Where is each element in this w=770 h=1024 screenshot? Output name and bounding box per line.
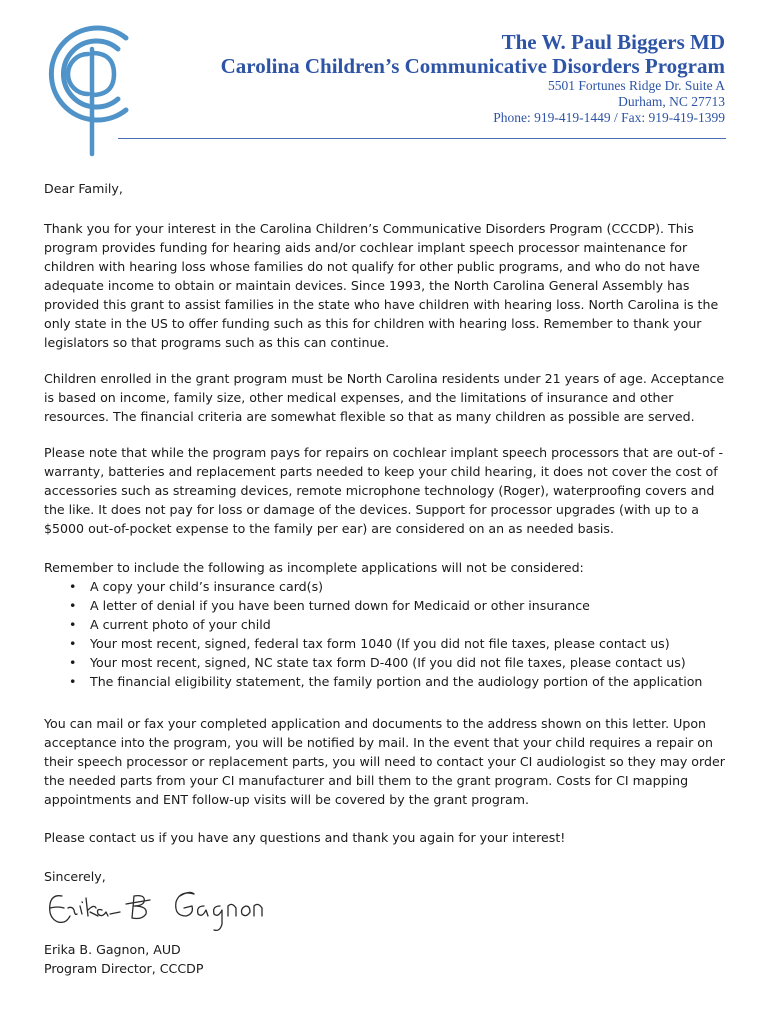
signer-name: Erika B. Gagnon, AUD: [44, 942, 181, 957]
eligibility-paragraph: [44, 369, 727, 426]
bullet-icon: •: [69, 655, 77, 670]
handwritten-signature: [44, 884, 294, 936]
clinic-title: The W. Paul Biggers MD: [501, 30, 725, 54]
submission-paragraph: [44, 714, 727, 809]
program-name: Carolina Children’s Communicative Disorders Program: [220, 54, 725, 78]
list-item-text: A copy your child’s insurance card(s): [90, 579, 324, 594]
requirements-intro: Remember to include the following as incomplete applications will not be considered:: [44, 560, 584, 575]
bullet-icon: •: [69, 636, 77, 651]
address-line-1: 5501 Fortunes Ridge Dr. Suite A: [547, 78, 725, 93]
paragraph-text: Please contact us if you have any questions and thank you again for your interest!: [44, 830, 566, 845]
list-item-text: The financial eligibility statement, the family portion and the audiology portion of the application: [90, 674, 703, 689]
coverage-paragraph: [44, 443, 727, 538]
list-item: [44, 653, 727, 672]
list-item: [44, 577, 727, 596]
bullet-icon: •: [69, 579, 77, 594]
list-item: [44, 615, 727, 634]
signer-title: Program Director, CCCDP: [44, 961, 204, 976]
phone-fax: Phone: 919-419-1449 / Fax: 919-419-1399: [493, 110, 725, 125]
paragraph-text: Thank you for your interest in the Carolina Children’s Communicative Disorders Program (CCCDP). This program provides funding for hearing aids and/or cochlear implant speech processor maintenance for children with hearing loss whose families do not qualify for other public programs, and who do not have adequate income to obtain or maintain devices. Since 1993, the North Carolina General Assembly has provided this grant to assist families in the state who have children with hearing loss. North Carolina is the only state in the US to offer funding such as this for children with hearing loss. Remember to thank your legislators so that programs such as this can continue.: [44, 221, 719, 350]
list-item: [44, 596, 727, 615]
list-item-text: A current photo of your child: [90, 617, 271, 632]
requirements-section: [44, 558, 727, 691]
intro-paragraph: [44, 219, 727, 352]
contact-paragraph: [44, 828, 727, 847]
list-item: [44, 634, 727, 653]
list-item: [44, 672, 727, 691]
address-line-2: Durham, NC 27713: [618, 94, 725, 109]
requirements-list: [44, 577, 727, 691]
bullet-icon: •: [69, 598, 77, 613]
bullet-icon: •: [69, 617, 77, 632]
bullet-icon: •: [69, 674, 77, 689]
paragraph-text: You can mail or fax your completed application and documents to the address shown on this letter. Upon acceptance into the program, you will be notified by mail. In the event that your child requires a repair on their speech processor or replacement parts, you will need to contact your CI audiologist so they may order the needed parts from your CI manufacturer and bill them to the grant program. Costs for CI mapping appointments and ENT follow-up visits will be covered by the grant program.: [44, 716, 725, 807]
closing: Sincerely,: [44, 869, 106, 884]
list-item-text: Your most recent, signed, federal tax form 1040 (If you did not file taxes, please contact us): [90, 636, 670, 651]
list-item-text: Your most recent, signed, NC state tax form D-400 (If you did not file taxes, please contact us): [90, 655, 686, 670]
salutation: Dear Family,: [44, 181, 123, 196]
paragraph-text: Please note that while the program pays for repairs on cochlear implant speech processors that are out-of -warranty, batteries and replacement parts needed to keep your child hearing, it does not cover the cost of accessories such as streaming devices, remote microphone technology (Roger), waterproofing covers and the like. It does not pay for loss or damage of the devices. Support for processor upgrades (with up to a $5000 out-of-pocket expense to the family per ear) are considered on an as needed basis.: [44, 445, 724, 536]
paragraph-text: Children enrolled in the grant program must be North Carolina residents under 21 years of age. Acceptance is based on income, family size, other medical expenses, and the limitations of insurance and other resources. The financial criteria are somewhat flexible so that as many children as possible are served.: [44, 371, 725, 424]
header-divider: [118, 138, 726, 139]
list-item-text: A letter of denial if you have been turned down for Medicaid or other insurance: [90, 598, 590, 613]
